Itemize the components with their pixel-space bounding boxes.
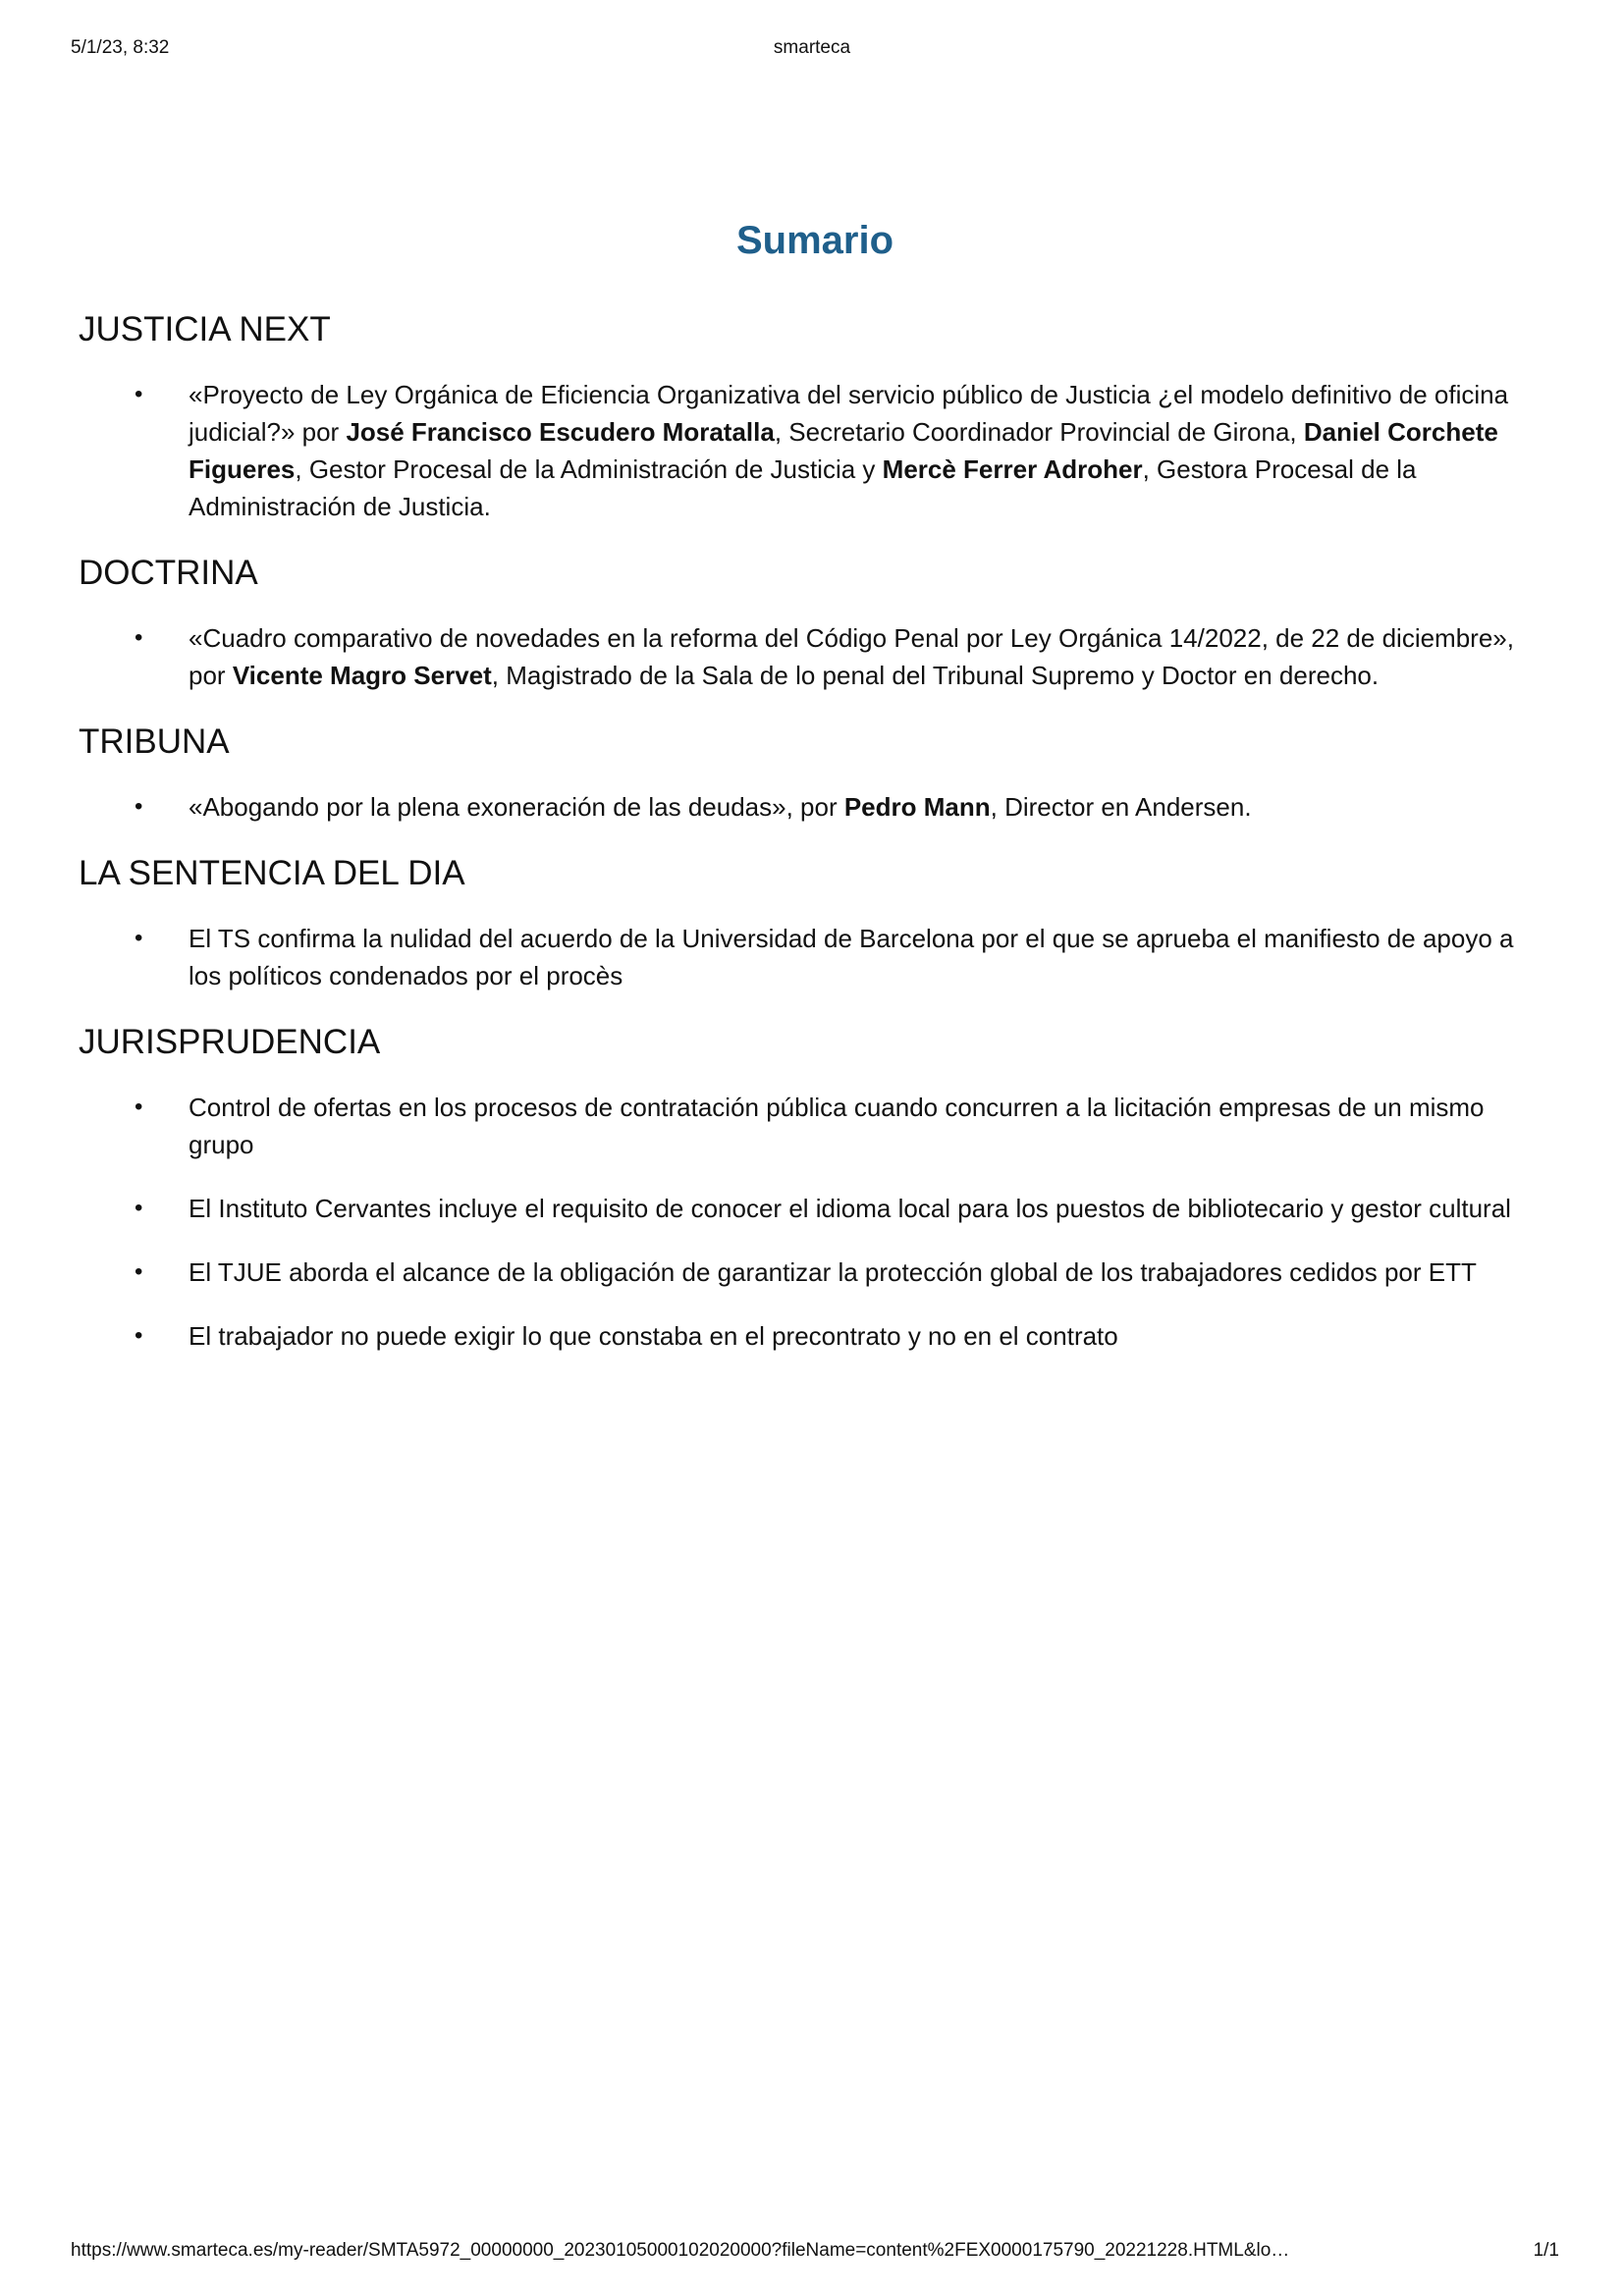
list-item: [79, 788, 1551, 826]
item-text: , Secretario Coordinador Provincial de Girona,: [774, 417, 1304, 447]
bullet-icon: •: [135, 793, 143, 820]
section-heading: JURISPRUDENCIA: [79, 1023, 381, 1061]
sections-container: [79, 307, 1551, 1355]
section-item-list: [79, 619, 1551, 694]
section: [79, 720, 1551, 826]
section-item-list: [79, 1089, 1551, 1355]
list-item: [79, 1317, 1551, 1355]
bullet-icon: •: [135, 1322, 143, 1349]
item-text: El TS confirma la nulidad del acuerdo de la Universidad de Barcelona por el que se aprueba el manifiesto de apoyo a los políticos condenados por el procès: [189, 924, 1514, 990]
bullet-icon: •: [135, 925, 143, 951]
section: [79, 1020, 1551, 1355]
item-text: Control de ofertas en los procesos de contratación pública cuando concurren a la licitación empresas de un mismo grupo: [189, 1093, 1485, 1159]
list-item: [79, 1254, 1551, 1291]
author-name: Daniel Corchete Figueres: [189, 417, 1498, 484]
item-text: , Gestora Procesal de la Administración de Justicia.: [189, 454, 1417, 521]
page-title: Sumario: [735, 219, 894, 262]
list-item: [79, 920, 1551, 994]
author-name: Vicente Magro Servet: [232, 661, 492, 690]
item-text: «Proyecto de Ley Orgánica de Eficiencia Organizativa del servicio público de Justicia ¿el modelo definitivo de oficina judicial?» por: [189, 380, 1509, 447]
bullet-icon: •: [135, 624, 143, 651]
item-text: , Gestor Procesal de la Administración de Justicia y: [295, 454, 883, 484]
section-heading: LA SENTENCIA DEL DIA: [79, 854, 465, 892]
list-item: [79, 1190, 1551, 1227]
document-content: [79, 211, 1551, 1380]
section-heading: DOCTRINA: [79, 554, 258, 592]
bullet-icon: •: [135, 1258, 143, 1285]
section-item-list: [79, 788, 1551, 826]
bullet-icon: •: [135, 381, 143, 407]
section-item-list: [79, 376, 1551, 525]
list-item: [79, 376, 1551, 525]
list-item: [79, 1089, 1551, 1163]
print-url: https://www.smarteca.es/my-reader/SMTA5972_00000000_20230105000102020000?fileName=content%2FEX0000175790_20221228.HTML&lo…: [71, 2240, 1290, 2261]
page-counter: 1/1: [1533, 2240, 1559, 2261]
section: [79, 851, 1551, 994]
section: [79, 551, 1551, 694]
author-name: José Francisco Escudero Moratalla: [346, 417, 775, 447]
item-text: El TJUE aborda el alcance de la obligación de garantizar la protección global de los trabajadores cedidos por ETT: [189, 1257, 1477, 1287]
item-text: El trabajador no puede exigir lo que constaba en el precontrato y no en el contrato: [189, 1321, 1118, 1351]
print-site-name: smarteca: [773, 37, 851, 58]
author-name: Pedro Mann: [843, 792, 991, 822]
section-heading: JUSTICIA NEXT: [79, 310, 331, 348]
list-item: [79, 619, 1551, 694]
section-item-list: [79, 920, 1551, 994]
print-datetime: 5/1/23, 8:32: [71, 37, 170, 58]
item-text: «Abogando por la plena exoneración de las deudas», por: [189, 792, 844, 822]
section: [79, 307, 1551, 525]
bullet-icon: •: [135, 1195, 143, 1221]
item-text: El Instituto Cervantes incluye el requisito de conocer el idioma local para los puestos de bibliotecario y gestor cultural: [189, 1194, 1511, 1223]
bullet-icon: •: [135, 1094, 143, 1120]
item-text: , Magistrado de la Sala de lo penal del Tribunal Supremo y Doctor en derecho.: [491, 661, 1380, 690]
print-header: [0, 37, 1624, 67]
item-text: , Director en Andersen.: [990, 792, 1252, 822]
section-heading: TRIBUNA: [79, 722, 230, 761]
item-text: «Cuadro comparativo de novedades en la reforma del Código Penal por Ley Orgánica 14/2022, de 22 de diciembre», por: [189, 623, 1514, 690]
author-name: Mercè Ferrer Adroher: [882, 454, 1143, 484]
